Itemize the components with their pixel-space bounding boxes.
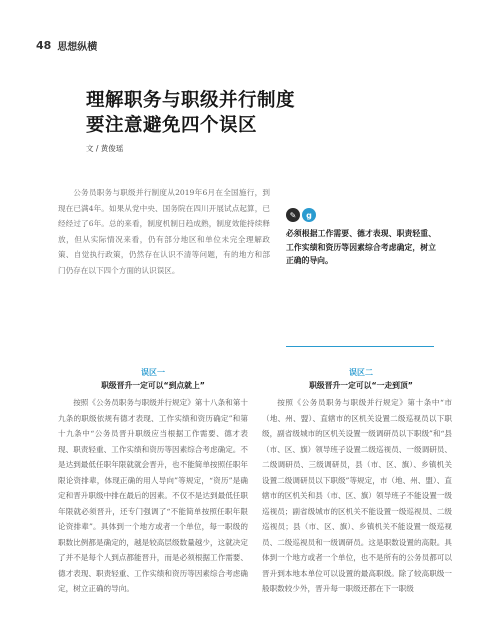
left-column-body: 按照《公务员职务与职级并行规定》第十八条和第十九条的职级依规有德才表现、工作实绩和资历确定”和第十九条中“公务员晋升职级应当根据工作需要、德才表现、职责轻重、工作实绩和资历等因素综合考虑确定。不是达到最低任职年限就就会晋升，也不能简单按照任职年限论资排辈，体现正确的用人导向”等规定，“资历”是确定和晋升职级中排在最后的因素。不仅不是达到最低任职年限就必须晋升，还专门强调了“不能简单按照任职年限论资排辈”。具体到一个地方或者一个单位，每一职级的职数比例都是确定的，越是较高层级数量越少，这就决定了并不是每个人到点都能晋升，而是必须根据工作需要、德才表现、职责轻重、工作实绩和资历等因素综合考虑确定，树立正确的导向。 [58, 398, 248, 593]
pull-quote-icons [286, 208, 436, 222]
pen-icon: ✎ [286, 208, 300, 222]
author-byline: 文 / 黄俊瑶 [86, 144, 124, 153]
pull-quote-divider [286, 346, 434, 347]
left-misconception-heading: 职级晋升一定可以“到点就上” [101, 381, 205, 390]
pull-quote [286, 208, 436, 268]
title-line-1: 理解职务与职级并行制度 [86, 90, 296, 111]
title-line-2: 要注意避免四个误区 [86, 115, 258, 136]
right-misconception-heading: 职级晋升一定可以“一走到顶” [309, 381, 413, 390]
page-number: 48 [36, 39, 52, 52]
running-header [36, 38, 97, 53]
section-name: 思想纵横 [57, 42, 98, 53]
article-title [86, 88, 295, 138]
pull-quote-text: 必须根据工作需要、德才表现、职责轻重、工作实绩和资历等因素综合考虑确定，树立正确的导向。 [286, 229, 436, 265]
right-column-body: 按照《公务员职务与职级并行规定》第十条中“市（地、州、盟）、直辖市的区机关设置二级巡视员以下职级，副省级城市的区机关设置一级调研员以下职级”和“县（市、区、旗）领导班子设置二级巡视员、一级调研员、二级调研员、三级调研员，县（市、区、旗）、乡镇机关设置二级调研员以下职级”等规定，市（地、州、盟）、直辖市的区机关和县（市、区、旗）领导班子不能设置一级巡视员；副省级城市的区机关不能设置一级巡视员、二级巡视员；县（市、区、旗）、乡镇机关不能设置一级巡视员、二级巡视员和一级调研员。这是职数设置的高限。具体到一个地方或者一个单位，也不是所有的公务员都可以晋升到本地本单位可以设置的最高职级。除了较高职级一般职数较少外，晋升每一职级还都在下一职级 [262, 398, 453, 593]
left-misconception-tag: 误区一 [141, 368, 165, 377]
right-misconception-tag: 误区二 [349, 368, 373, 377]
g-badge-icon: g [302, 208, 316, 222]
intro-paragraph: 公务员职务与职级并行制度从2019年6月在全国施行，到现在已满4年。如果从党中央、国务院在四川开展试点起算，已经经过了6年。总的来看，制度机制日趋成熟，制度效能持续释放，但从实际情况来看，仍有部分地区和单位未完全理解政策、自觉执行政策，仍然存在认识不清等问题，有的地方和部门仍存在以下四个方面的认识误区。 [58, 188, 270, 275]
